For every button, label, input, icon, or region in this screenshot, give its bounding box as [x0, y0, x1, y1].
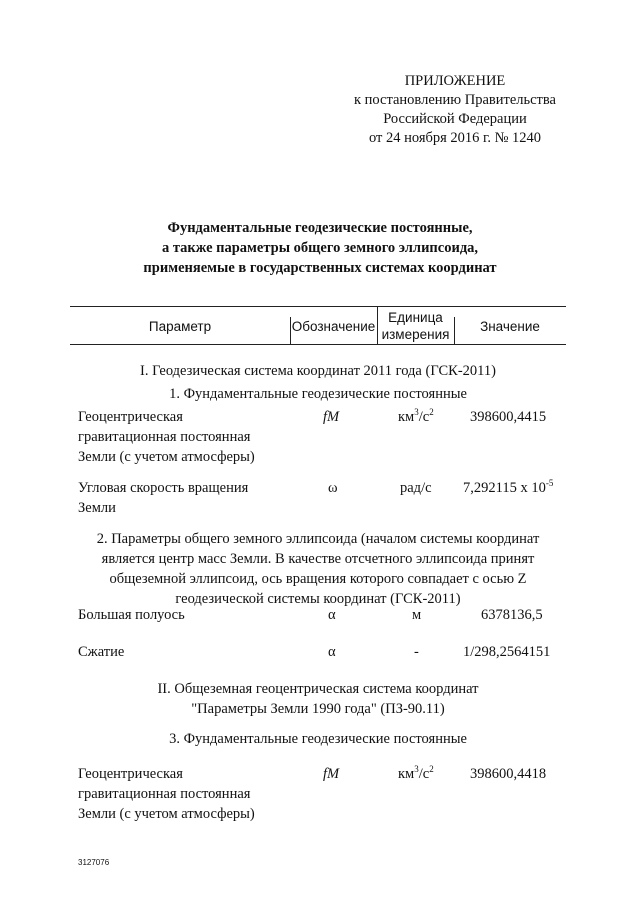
- section-2-title-line: "Параметры Земли 1990 года" (ПЗ-90.11): [191, 701, 445, 717]
- appendix-header: [340, 72, 570, 148]
- document-code: 3127076: [78, 858, 110, 867]
- paragraph-line: 2. Параметры общего земного эллипсоида (началом системы координат: [96, 531, 540, 547]
- unit-mid: /с: [418, 409, 430, 425]
- subsection-2-text: [70, 529, 566, 609]
- paragraph-line: общеземной эллипсоид, ось вращения которого совпадает с осью Z: [109, 571, 527, 587]
- col-header-unit-line2: измерения: [381, 327, 450, 342]
- unit-sup: 2: [429, 764, 434, 774]
- table-row-name: Большая полуось: [78, 607, 185, 623]
- table-row-name: [78, 407, 255, 467]
- table-row-name: Сжатие: [78, 644, 125, 660]
- unit-base: км: [398, 766, 415, 782]
- row-name-line: Геоцентрическая: [78, 409, 183, 425]
- table-row-name: [78, 478, 248, 518]
- row-value: 6378136,5: [481, 607, 543, 623]
- row-unit: [398, 407, 434, 427]
- row-symbol: α: [328, 607, 336, 623]
- row-symbol: fM: [323, 409, 340, 425]
- row-name-line: Земли (с учетом атмосферы): [78, 449, 255, 465]
- unit-base: км: [398, 409, 415, 425]
- resolution-ref: к постановлению Правительства: [354, 92, 556, 108]
- row-unit: -: [414, 644, 419, 660]
- unit-sup: 3: [414, 764, 419, 774]
- row-name-line: Геоцентрическая: [78, 766, 183, 782]
- subsection-1-title: 1. Фундаментальные геодезические постоянные: [169, 386, 467, 402]
- resolution-date: от 24 ноября 2016 г. № 1240: [368, 130, 542, 146]
- title-line-2: а также параметры общего земного эллипсоида,: [161, 240, 479, 256]
- row-unit: рад/с: [400, 480, 432, 496]
- paragraph-line: является центр масс Земли. В качестве отсчетного эллипсоида принят: [101, 551, 535, 567]
- row-name-line: Земли: [78, 500, 116, 516]
- row-name-line: гравитационная постоянная: [78, 786, 251, 802]
- subsection-3-title: 3. Фундаментальные геодезические постоянные: [169, 731, 467, 747]
- government-name: Российской Федерации: [383, 111, 527, 127]
- table-header-rule: [70, 344, 566, 345]
- col-header-value: Значение: [480, 319, 540, 334]
- unit-sup: 3: [414, 407, 419, 417]
- paragraph-line: геодезической системы координат (ГСК-2011): [175, 591, 461, 607]
- unit-sup: 2: [429, 407, 434, 417]
- col-header-unit: [377, 309, 454, 343]
- col-header-parameter: Параметр: [148, 319, 212, 334]
- document-title: [80, 218, 560, 278]
- section-2-title: [70, 679, 566, 719]
- section-1-title: I. Геодезическая система координат 2011 года (ГСК-2011): [140, 363, 496, 379]
- col-header-symbol: Обозначение: [291, 319, 376, 334]
- row-unit: [398, 764, 434, 784]
- row-symbol: ω: [328, 480, 338, 496]
- value-base: 7,292115 х 10: [463, 480, 546, 496]
- row-unit: м: [412, 607, 422, 623]
- title-line-3: применяемые в государственных системах координат: [143, 260, 497, 276]
- row-name-line: гравитационная постоянная: [78, 429, 251, 445]
- value-exponent: -5: [545, 478, 554, 488]
- title-line-1: Фундаментальные геодезические постоянные,: [167, 220, 473, 236]
- unit-mid: /с: [418, 766, 430, 782]
- row-symbol: α: [328, 644, 336, 660]
- row-symbol: fM: [323, 766, 340, 782]
- appendix-label: ПРИЛОЖЕНИЕ: [404, 73, 506, 89]
- row-value: 398600,4418: [470, 766, 547, 782]
- table-row-name: [78, 764, 255, 824]
- table-top-rule: [70, 306, 566, 307]
- row-value: 1/298,2564151: [463, 644, 551, 660]
- row-name-line: Земли (с учетом атмосферы): [78, 806, 255, 822]
- col-header-unit-line1: Единица: [388, 310, 443, 325]
- row-value: 398600,4415: [470, 409, 547, 425]
- row-value: [463, 478, 553, 498]
- row-name-line: Угловая скорость вращения: [78, 480, 249, 496]
- section-2-title-line: II. Общеземная геоцентрическая система координат: [157, 681, 479, 697]
